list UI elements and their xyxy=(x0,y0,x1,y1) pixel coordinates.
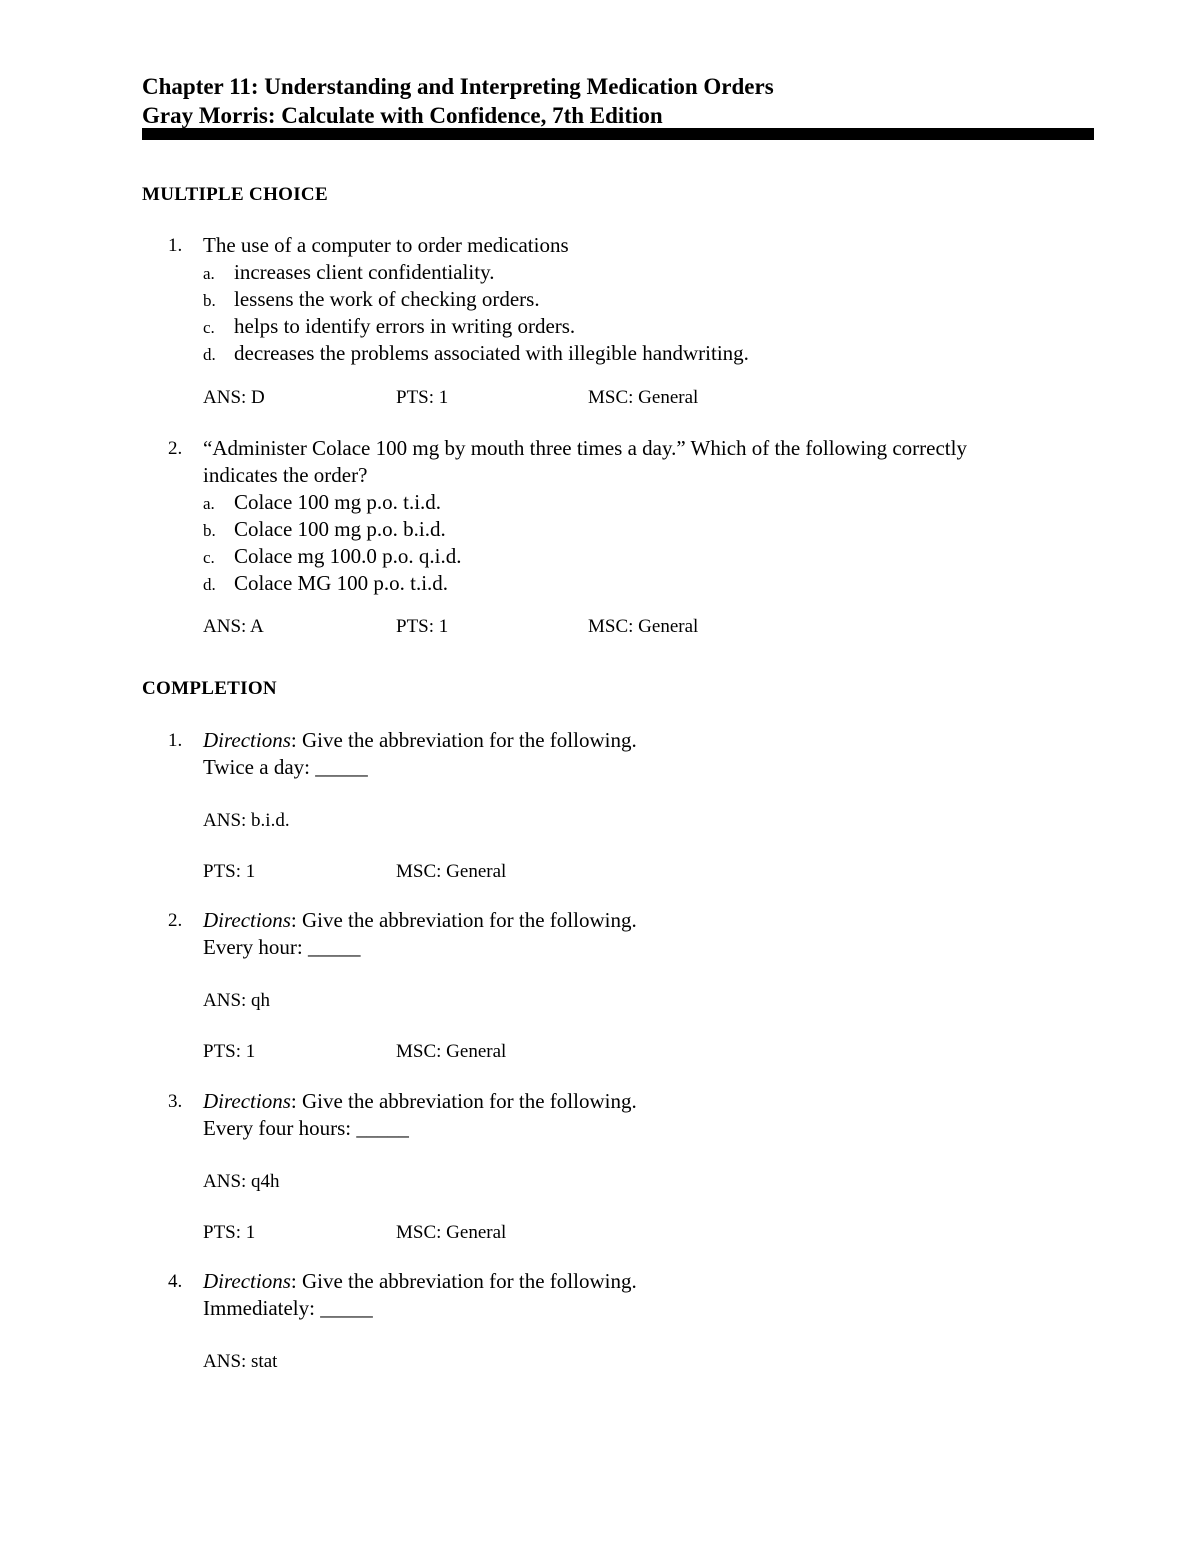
directions-label: Directions xyxy=(203,1089,291,1113)
answer: ANS: qh xyxy=(203,990,271,1011)
option-d xyxy=(203,570,448,598)
directions-text: : Give the abbreviation for the following. xyxy=(290,1269,637,1293)
chapter-title: Chapter 11: Understanding and Interpreting Medication Orders xyxy=(142,74,774,99)
option-letter: d. xyxy=(203,345,216,364)
option-b xyxy=(203,286,540,314)
option-text: increases client confidentiality. xyxy=(234,260,495,284)
question-stem-line-1: “Administer Colace 100 mg by mouth three times a day.” Which of the following correctly xyxy=(203,436,967,460)
answer: ANS: b.i.d. xyxy=(203,810,290,831)
item-prompt: Immediately: _____ xyxy=(203,1296,373,1320)
option-letter: c. xyxy=(203,318,215,337)
directions-label: Directions xyxy=(203,908,291,932)
question-stem-line-2: indicates the order? xyxy=(203,463,368,487)
item-number: 3. xyxy=(168,1091,183,1112)
misc: MSC: General xyxy=(588,616,699,637)
directions-label: Directions xyxy=(203,728,291,752)
misc: MSC: General xyxy=(396,861,507,882)
points: PTS: 1 xyxy=(203,1222,256,1243)
directions-text: : Give the abbreviation for the following. xyxy=(290,1089,637,1113)
option-text: Colace 100 mg p.o. t.i.d. xyxy=(234,490,442,514)
question-number: 2. xyxy=(168,438,183,459)
option-b xyxy=(203,516,446,544)
option-letter: b. xyxy=(203,521,216,540)
question-number: 1. xyxy=(168,235,183,256)
points: PTS: 1 xyxy=(203,1041,256,1062)
option-text: lessens the work of checking orders. xyxy=(234,287,540,311)
option-text: decreases the problems associated with illegible handwriting. xyxy=(234,341,749,365)
option-letter: a. xyxy=(203,264,215,283)
answer: ANS: A xyxy=(203,616,264,637)
option-letter: b. xyxy=(203,291,216,310)
points: PTS: 1 xyxy=(203,861,256,882)
item-number: 2. xyxy=(168,910,183,931)
option-d xyxy=(203,340,749,368)
book-subtitle: Gray Morris: Calculate with Confidence, 7th Edition xyxy=(142,103,663,128)
option-letter: c. xyxy=(203,548,215,567)
option-letter: d. xyxy=(203,575,216,594)
option-c xyxy=(203,313,575,341)
item-prompt: Every hour: _____ xyxy=(203,935,361,959)
directions-label: Directions xyxy=(203,1269,291,1293)
option-text: helps to identify errors in writing orders. xyxy=(234,314,576,338)
misc: MSC: General xyxy=(396,1041,507,1062)
points: PTS: 1 xyxy=(396,387,449,408)
question-stem: The use of a computer to order medications xyxy=(203,233,569,257)
option-a xyxy=(203,489,441,517)
directions xyxy=(203,727,1083,754)
directions xyxy=(203,1088,1083,1115)
directions xyxy=(203,907,1083,934)
option-text: Colace mg 100.0 p.o. q.i.d. xyxy=(234,544,462,568)
points: PTS: 1 xyxy=(396,616,449,637)
option-text: Colace 100 mg p.o. b.i.d. xyxy=(234,517,446,541)
item-prompt: Twice a day: _____ xyxy=(203,755,368,779)
directions-text: : Give the abbreviation for the following. xyxy=(290,908,637,932)
option-text: Colace MG 100 p.o. t.i.d. xyxy=(234,571,449,595)
item-number: 1. xyxy=(168,730,183,751)
directions xyxy=(203,1268,1083,1295)
option-a xyxy=(203,259,494,287)
item-number: 4. xyxy=(168,1271,183,1292)
directions-text: : Give the abbreviation for the following. xyxy=(290,728,637,752)
option-c xyxy=(203,543,461,571)
misc: MSC: General xyxy=(588,387,699,408)
header-rule xyxy=(142,128,1094,140)
answer: ANS: D xyxy=(203,387,265,408)
answer: ANS: stat xyxy=(203,1351,278,1372)
option-letter: a. xyxy=(203,494,215,513)
section-heading-multiple-choice: MULTIPLE CHOICE xyxy=(142,184,328,205)
answer: ANS: q4h xyxy=(203,1171,280,1192)
section-heading-completion: COMPLETION xyxy=(142,678,277,699)
item-prompt: Every four hours: _____ xyxy=(203,1116,409,1140)
misc: MSC: General xyxy=(396,1222,507,1243)
